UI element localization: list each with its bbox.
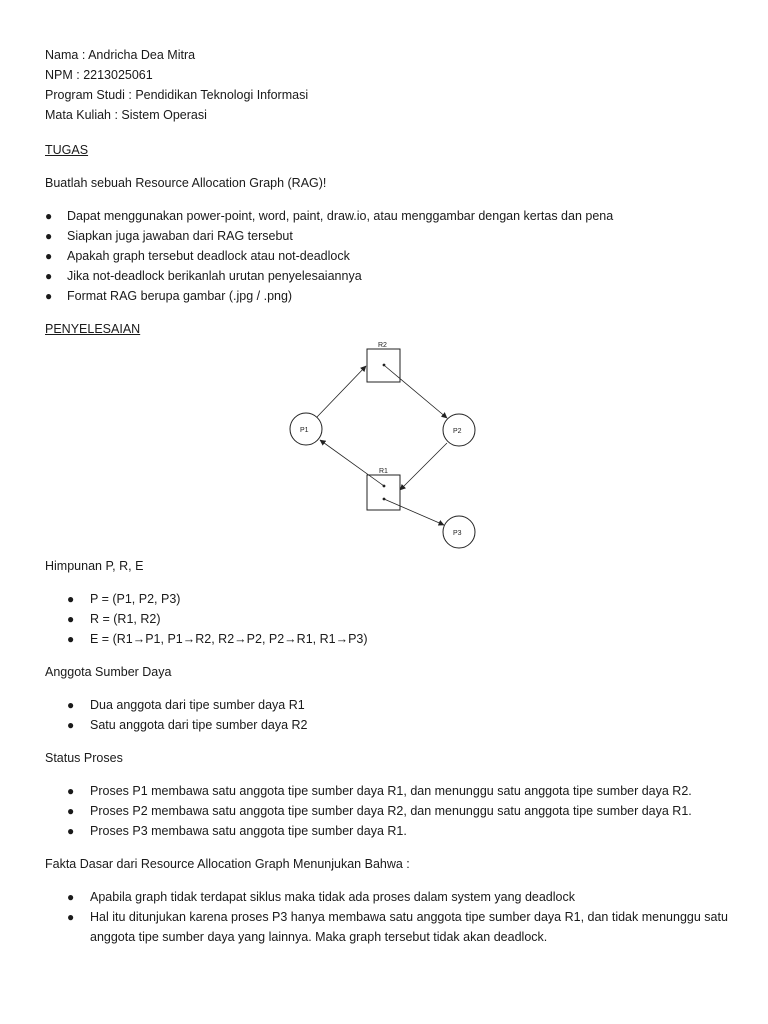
bullet-icon: ● [45, 269, 53, 283]
bullet-icon: ● [67, 632, 75, 646]
edge-r1-p1 [320, 440, 384, 486]
bullet-icon: ● [67, 824, 75, 838]
document [45, 45, 735, 947]
status-list [45, 781, 735, 841]
bullet-icon: ● [67, 698, 75, 712]
penyelesaian-heading: PENYELESAIAN [45, 322, 141, 336]
list-item: ● Proses P2 membawa satu anggota tipe sumber daya R2, dan menunggu satu anggota tipe sumber daya R1. [45, 801, 735, 821]
tugas-prompt: Buatlah sebuah Resource Allocation Graph (RAG)! [45, 176, 327, 190]
study-program: Program Studi : Pendidikan Teknologi Informasi [45, 88, 309, 102]
edge-p2-r1 [400, 443, 447, 490]
anggota-list [45, 695, 735, 735]
list-item: ● Proses P3 membawa satu anggota tipe sumber daya R1. [45, 821, 735, 841]
bullet-icon: ● [45, 289, 53, 303]
bullet-icon: ● [67, 592, 75, 606]
himpunan-list [45, 589, 735, 649]
list-item: ● Apabila graph tidak terdapat siklus maka tidak ada proses dalam system yang deadlock [45, 887, 735, 907]
list-item: ● P = (P1, P2, P3) [45, 589, 735, 609]
list-item: ● Jika not-deadlock berikanlah urutan penyelesaiannya [45, 266, 735, 286]
list-item: ● Apakah graph tersebut deadlock atau not-deadlock [45, 246, 735, 266]
fakta-list [45, 887, 735, 947]
list-item: ● Hal itu ditunjukan karena proses P3 hanya membawa satu anggota tipe sumber daya R1, dan tidak menunggu satu anggota tipe sumber daya yang lainnya. Maka graph tersebut tidak akan deadlock. [45, 907, 735, 947]
list-item: ● R = (R1, R2) [45, 609, 735, 629]
status-heading: Status Proses [45, 751, 123, 765]
list-item: ● Dua anggota dari tipe sumber daya R1 [45, 695, 735, 715]
fakta-heading: Fakta Dasar dari Resource Allocation Graph Menunjukan Bahwa : [45, 857, 410, 871]
p1-label: P1 [300, 427, 309, 434]
list-item: ● Proses P1 membawa satu anggota tipe sumber daya R1, dan menunggu satu anggota tipe sumber daya R2. [45, 781, 735, 801]
edge-p1-r2 [317, 366, 366, 417]
r2-label: R2 [378, 342, 387, 349]
himpunan-heading: Himpunan P, R, E [45, 559, 144, 573]
r1-label: R1 [379, 468, 388, 475]
bullet-icon: ● [45, 249, 53, 263]
list-item: ● E = (R1→P1, P1→R2, R2→P2, P2→R1, R1→P3) [45, 629, 735, 649]
bullet-icon: ● [67, 612, 75, 626]
resource-allocation-graph [45, 341, 735, 556]
tugas-list [45, 206, 735, 306]
bullet-icon: ● [67, 718, 75, 732]
list-item: ● Satu anggota dari tipe sumber daya R2 [45, 715, 735, 735]
bullet-icon: ● [67, 784, 75, 798]
r2-instance-dot [383, 364, 386, 367]
bullet-icon: ● [45, 229, 53, 243]
list-item: ● Format RAG berupa gambar (.jpg / .png) [45, 286, 735, 306]
bullet-icon: ● [45, 209, 53, 223]
course-name: Mata Kuliah : Sistem Operasi [45, 108, 207, 122]
edge-r1-p3 [384, 499, 444, 525]
student-name: Nama : Andricha Dea Mitra [45, 48, 196, 62]
student-npm: NPM : 2213025061 [45, 68, 153, 82]
bullet-icon: ● [67, 910, 75, 924]
p2-label: P2 [453, 428, 462, 435]
edge-r2-p2 [385, 366, 447, 418]
p3-label: P3 [453, 530, 462, 537]
bullet-icon: ● [67, 804, 75, 818]
list-item: ● Siapkan juga jawaban dari RAG tersebut [45, 226, 735, 246]
resource-r1 [367, 475, 400, 510]
anggota-heading: Anggota Sumber Daya [45, 665, 172, 679]
bullet-icon: ● [67, 890, 75, 904]
tugas-heading: TUGAS [45, 143, 89, 157]
list-item: ● Dapat menggunakan power-point, word, paint, draw.io, atau menggambar dengan kertas dan pena [45, 206, 735, 226]
